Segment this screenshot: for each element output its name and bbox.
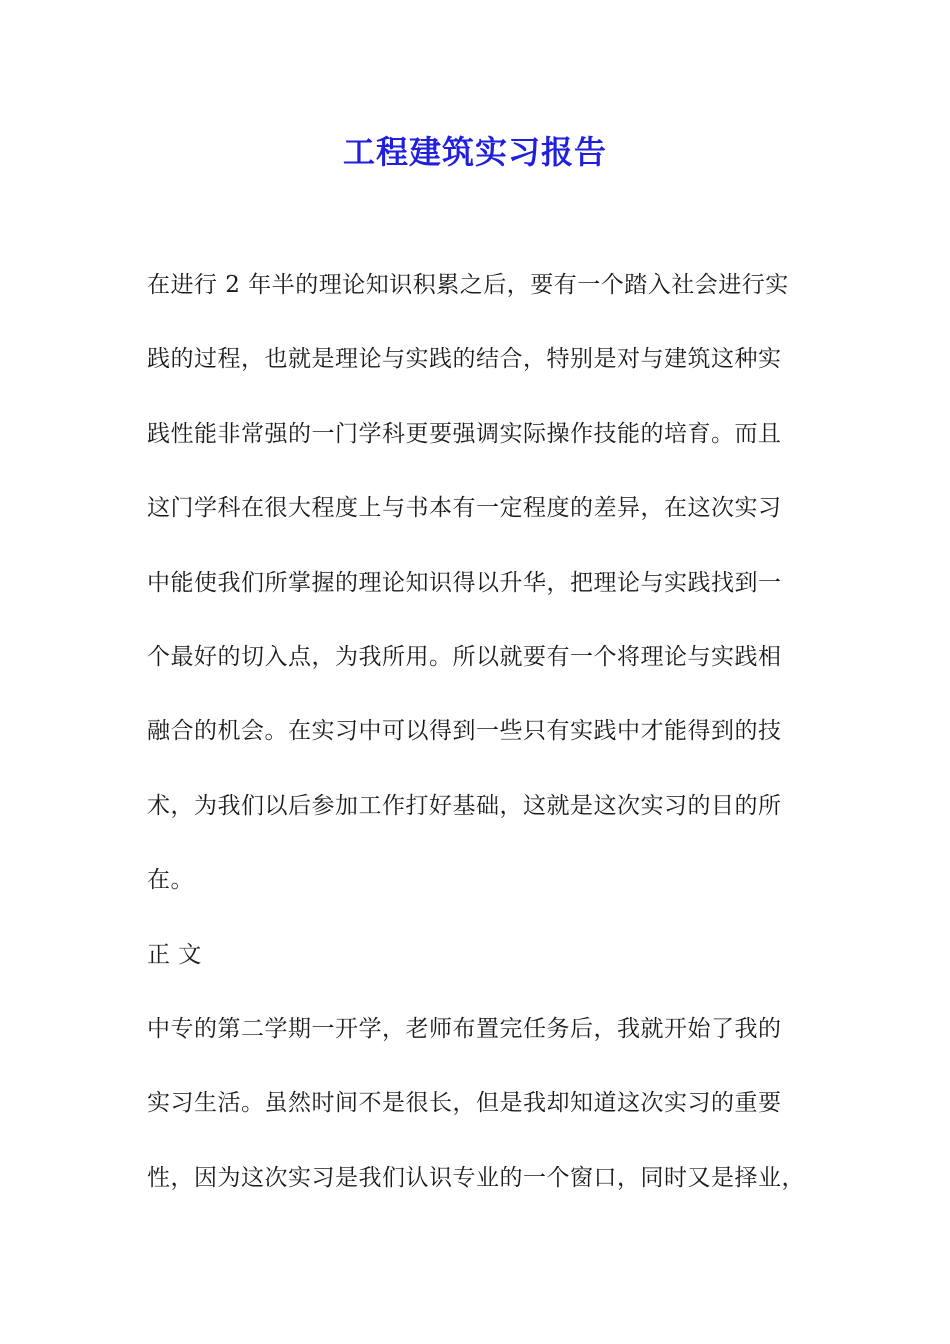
text-line: 在。	[147, 867, 194, 894]
text-line: 性，因为这次实习是我们认识专业的一个窗口，同时又是择业，	[147, 1164, 805, 1191]
text-line: 在进行 2 年半的理论知识积累之后，要有一个踏入社会进行实	[147, 272, 789, 298]
text-line: 术，为我们以后参加工作打好基础，这就是这次实习的目的所	[147, 792, 782, 819]
text-line: 融合的机会。在实习中可以得到一些只有实践中才能得到的技	[147, 718, 782, 745]
text-line: 践性能非常强的一门学科更要强调实际操作技能的培育。而且	[147, 420, 782, 447]
text-line: 实习生活。虽然时间不是很长，但是我却知道这次实习的重要	[147, 1090, 782, 1117]
document-body	[147, 263, 807, 1230]
text-line: 中专的第二学期一开学，老师布置完任务后，我就开始了我的	[147, 1015, 782, 1042]
text-line: 这门学科在很大程度上与书本有一定程度的差异，在这次实习	[147, 495, 782, 522]
text-line: 践的过程，也就是理论与实践的结合，特别是对与建筑这种实	[147, 346, 782, 373]
section-heading: 正 文	[147, 941, 202, 968]
text-line: 个最好的切入点，为我所用。所以就要有一个将理论与实践相	[147, 643, 782, 670]
document-title: 工程建筑实习报告	[342, 133, 607, 171]
text-line: 中能使我们所掌握的理论知识得以升华，把理论与实践找到一	[147, 569, 782, 596]
